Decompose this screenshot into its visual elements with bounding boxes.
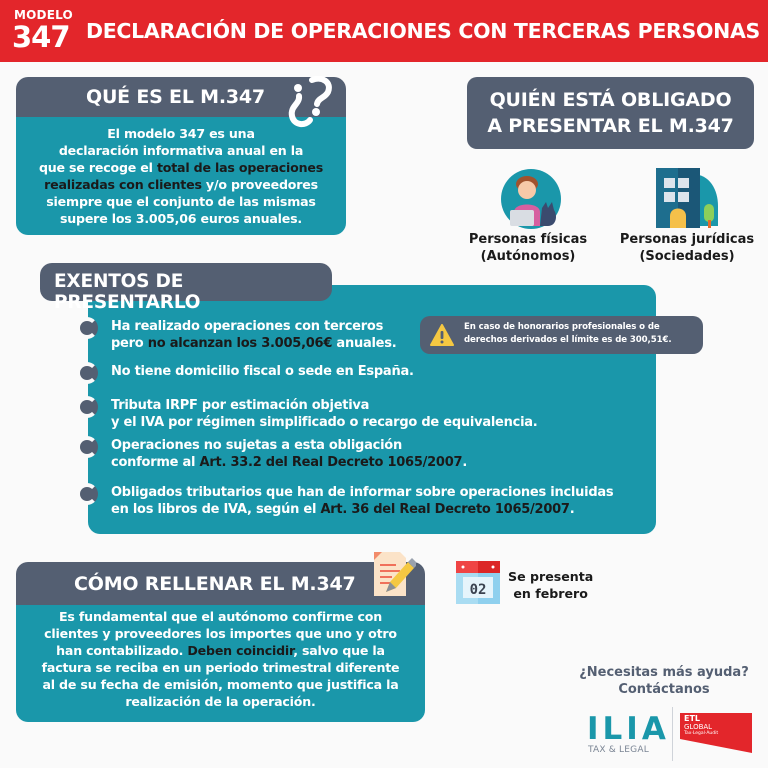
text-run: anuales.: [332, 336, 397, 351]
text-run: al de su fecha de emisión, momento que justifica la: [42, 677, 399, 692]
como-rellenar-card: [16, 562, 425, 722]
text-line: [16, 608, 425, 625]
text-run: han contabilizado.: [56, 643, 188, 658]
exento-line: [111, 414, 538, 431]
text-line: [16, 176, 346, 193]
text-line: [16, 642, 425, 659]
text-run: Operaciones no sujetas a esta obligación: [111, 438, 402, 453]
bullet-icon: [76, 483, 98, 505]
text-run: , salvo que la: [293, 643, 385, 658]
warning-note: [420, 316, 703, 354]
exentos-title: EXENTOS DE PRESENTARLO: [40, 263, 332, 301]
text-run: clientes y proveedores los importes que uno y otro: [44, 626, 397, 641]
person-laptop-icon: [500, 168, 562, 230]
contact-cta[interactable]: [574, 664, 754, 698]
text-line: [16, 659, 425, 676]
text-run: El modelo 347 es una: [107, 126, 255, 141]
page-title: DECLARACIÓN DE OPERACIONES CON TERCERAS PERSONAS: [86, 19, 760, 43]
etl-global-text: GLOBAL: [684, 723, 713, 731]
exento-item: [111, 397, 538, 431]
presenta-line1: Se presenta: [508, 569, 594, 584]
text-run: Ha realizado operaciones con terceros: [111, 319, 384, 334]
text-run: conforme al: [111, 455, 200, 470]
question-marks-icon: [286, 76, 334, 130]
warning-line2: derechos derivados el límite es de 300,51€.: [464, 335, 672, 345]
como-body: [16, 605, 425, 722]
text-line: [16, 625, 425, 642]
logo-divider: [672, 707, 673, 761]
text-line: [16, 676, 425, 693]
exento-line: [111, 484, 613, 501]
text-run: factura se reciba en un periodo trimestral diferente: [41, 660, 400, 675]
exento-line: [111, 454, 467, 471]
bullet-icon: [76, 317, 98, 339]
text-run: No tiene domicilio fiscal o sede en España.: [111, 364, 414, 379]
warning-icon: [430, 324, 454, 346]
text-run: y/o proveedores: [201, 177, 318, 192]
etl-tagline: Tax·Legal·Audit: [684, 731, 719, 736]
text-run: .: [569, 502, 575, 517]
text-line: [16, 693, 425, 710]
text-line: [16, 159, 346, 176]
que-es-title: QUÉ ES EL M.347: [86, 86, 265, 108]
text-run: realización de la operación.: [125, 694, 316, 709]
text-run: declaración informativa anual en la: [58, 143, 304, 158]
building-icon: [652, 166, 722, 230]
como-header: [16, 562, 425, 605]
modelo-label: MODELO: [14, 8, 73, 22]
contact-link[interactable]: Contáctanos: [618, 682, 710, 697]
highlight-text: Art. 33.2 del Real Decreto 1065/2007: [199, 455, 463, 470]
exento-item: [111, 363, 414, 380]
warning-line1: En caso de honorarios profesionales o de: [464, 322, 660, 332]
text-run: pero: [111, 336, 148, 351]
quien-obligado-card: [467, 77, 754, 149]
que-es-body: [16, 117, 346, 235]
exento-item: [111, 437, 467, 471]
bullet-icon: [76, 436, 98, 458]
personas-juridicas-label: [613, 231, 761, 265]
exento-item: [111, 484, 613, 518]
exento-item: [111, 318, 396, 352]
etl-global-logo: [680, 713, 752, 753]
exento-line: [111, 501, 613, 518]
persona-line1: Personas físicas: [468, 232, 588, 247]
highlight-text: Deben coincidir: [187, 643, 294, 658]
etl-text: ETL: [684, 714, 701, 723]
highlight-text: Art. 36 del Real Decreto 1065/2007: [320, 502, 570, 517]
persona-line1: Personas jurídicas: [619, 232, 755, 247]
bullet-icon: [76, 362, 98, 384]
quien-title-line1: QUIÉN ESTÁ OBLIGADO: [489, 89, 732, 111]
contact-line1: ¿Necesitas más ayuda?: [579, 665, 749, 680]
highlight-text: realizadas con clientes: [44, 177, 202, 192]
bullet-icon: [76, 396, 98, 418]
ilia-subtitle: TAX & LEGAL: [588, 745, 649, 755]
presenta-line2: en febrero: [513, 586, 588, 601]
quien-title-line2: A PRESENTAR EL M.347: [487, 115, 734, 137]
exento-line: [111, 363, 414, 380]
text-line: [16, 210, 346, 227]
text-run: Obligados tributarios que han de informar sobre operaciones incluidas: [111, 485, 614, 500]
exento-line: [111, 318, 396, 335]
text-run: y el IVA por régimen simplificado o recargo de equivalencia.: [111, 415, 538, 430]
exento-line: [111, 437, 467, 454]
text-run: .: [462, 455, 468, 470]
text-run: que se recoge el: [38, 160, 157, 175]
persona-line2: (Sociedades): [639, 249, 735, 264]
text-line: [16, 142, 346, 159]
text-run: siempre que el conjunto de las mismas: [46, 194, 316, 209]
ilia-logo: ILIA: [587, 711, 670, 747]
como-title: CÓMO RELLENAR EL M.347: [74, 573, 356, 595]
calendar-icon: [456, 561, 500, 604]
text-run: Es fundamental que el autónomo confirme con: [59, 609, 382, 624]
exento-line: [111, 397, 538, 414]
text-line: [16, 193, 346, 210]
header-banner: [0, 0, 768, 62]
text-run: Tributa IRPF por estimación objetiva: [111, 398, 370, 413]
persona-line2: (Autónomos): [480, 249, 576, 264]
exento-line: [111, 335, 396, 352]
text-run: en los libros de IVA, según el: [111, 502, 321, 517]
personas-fisicas-label: [466, 231, 590, 265]
modelo-number: 347: [12, 20, 70, 54]
presenta-febrero: [508, 568, 593, 602]
highlight-text: total de las operaciones: [156, 160, 324, 175]
svg-text:02: 02: [469, 582, 487, 598]
highlight-text: no alcanzan los 3.005,06€: [147, 336, 333, 351]
text-run: supere los 3.005,06 euros anuales.: [59, 211, 303, 226]
document-pencil-icon: [370, 550, 416, 598]
